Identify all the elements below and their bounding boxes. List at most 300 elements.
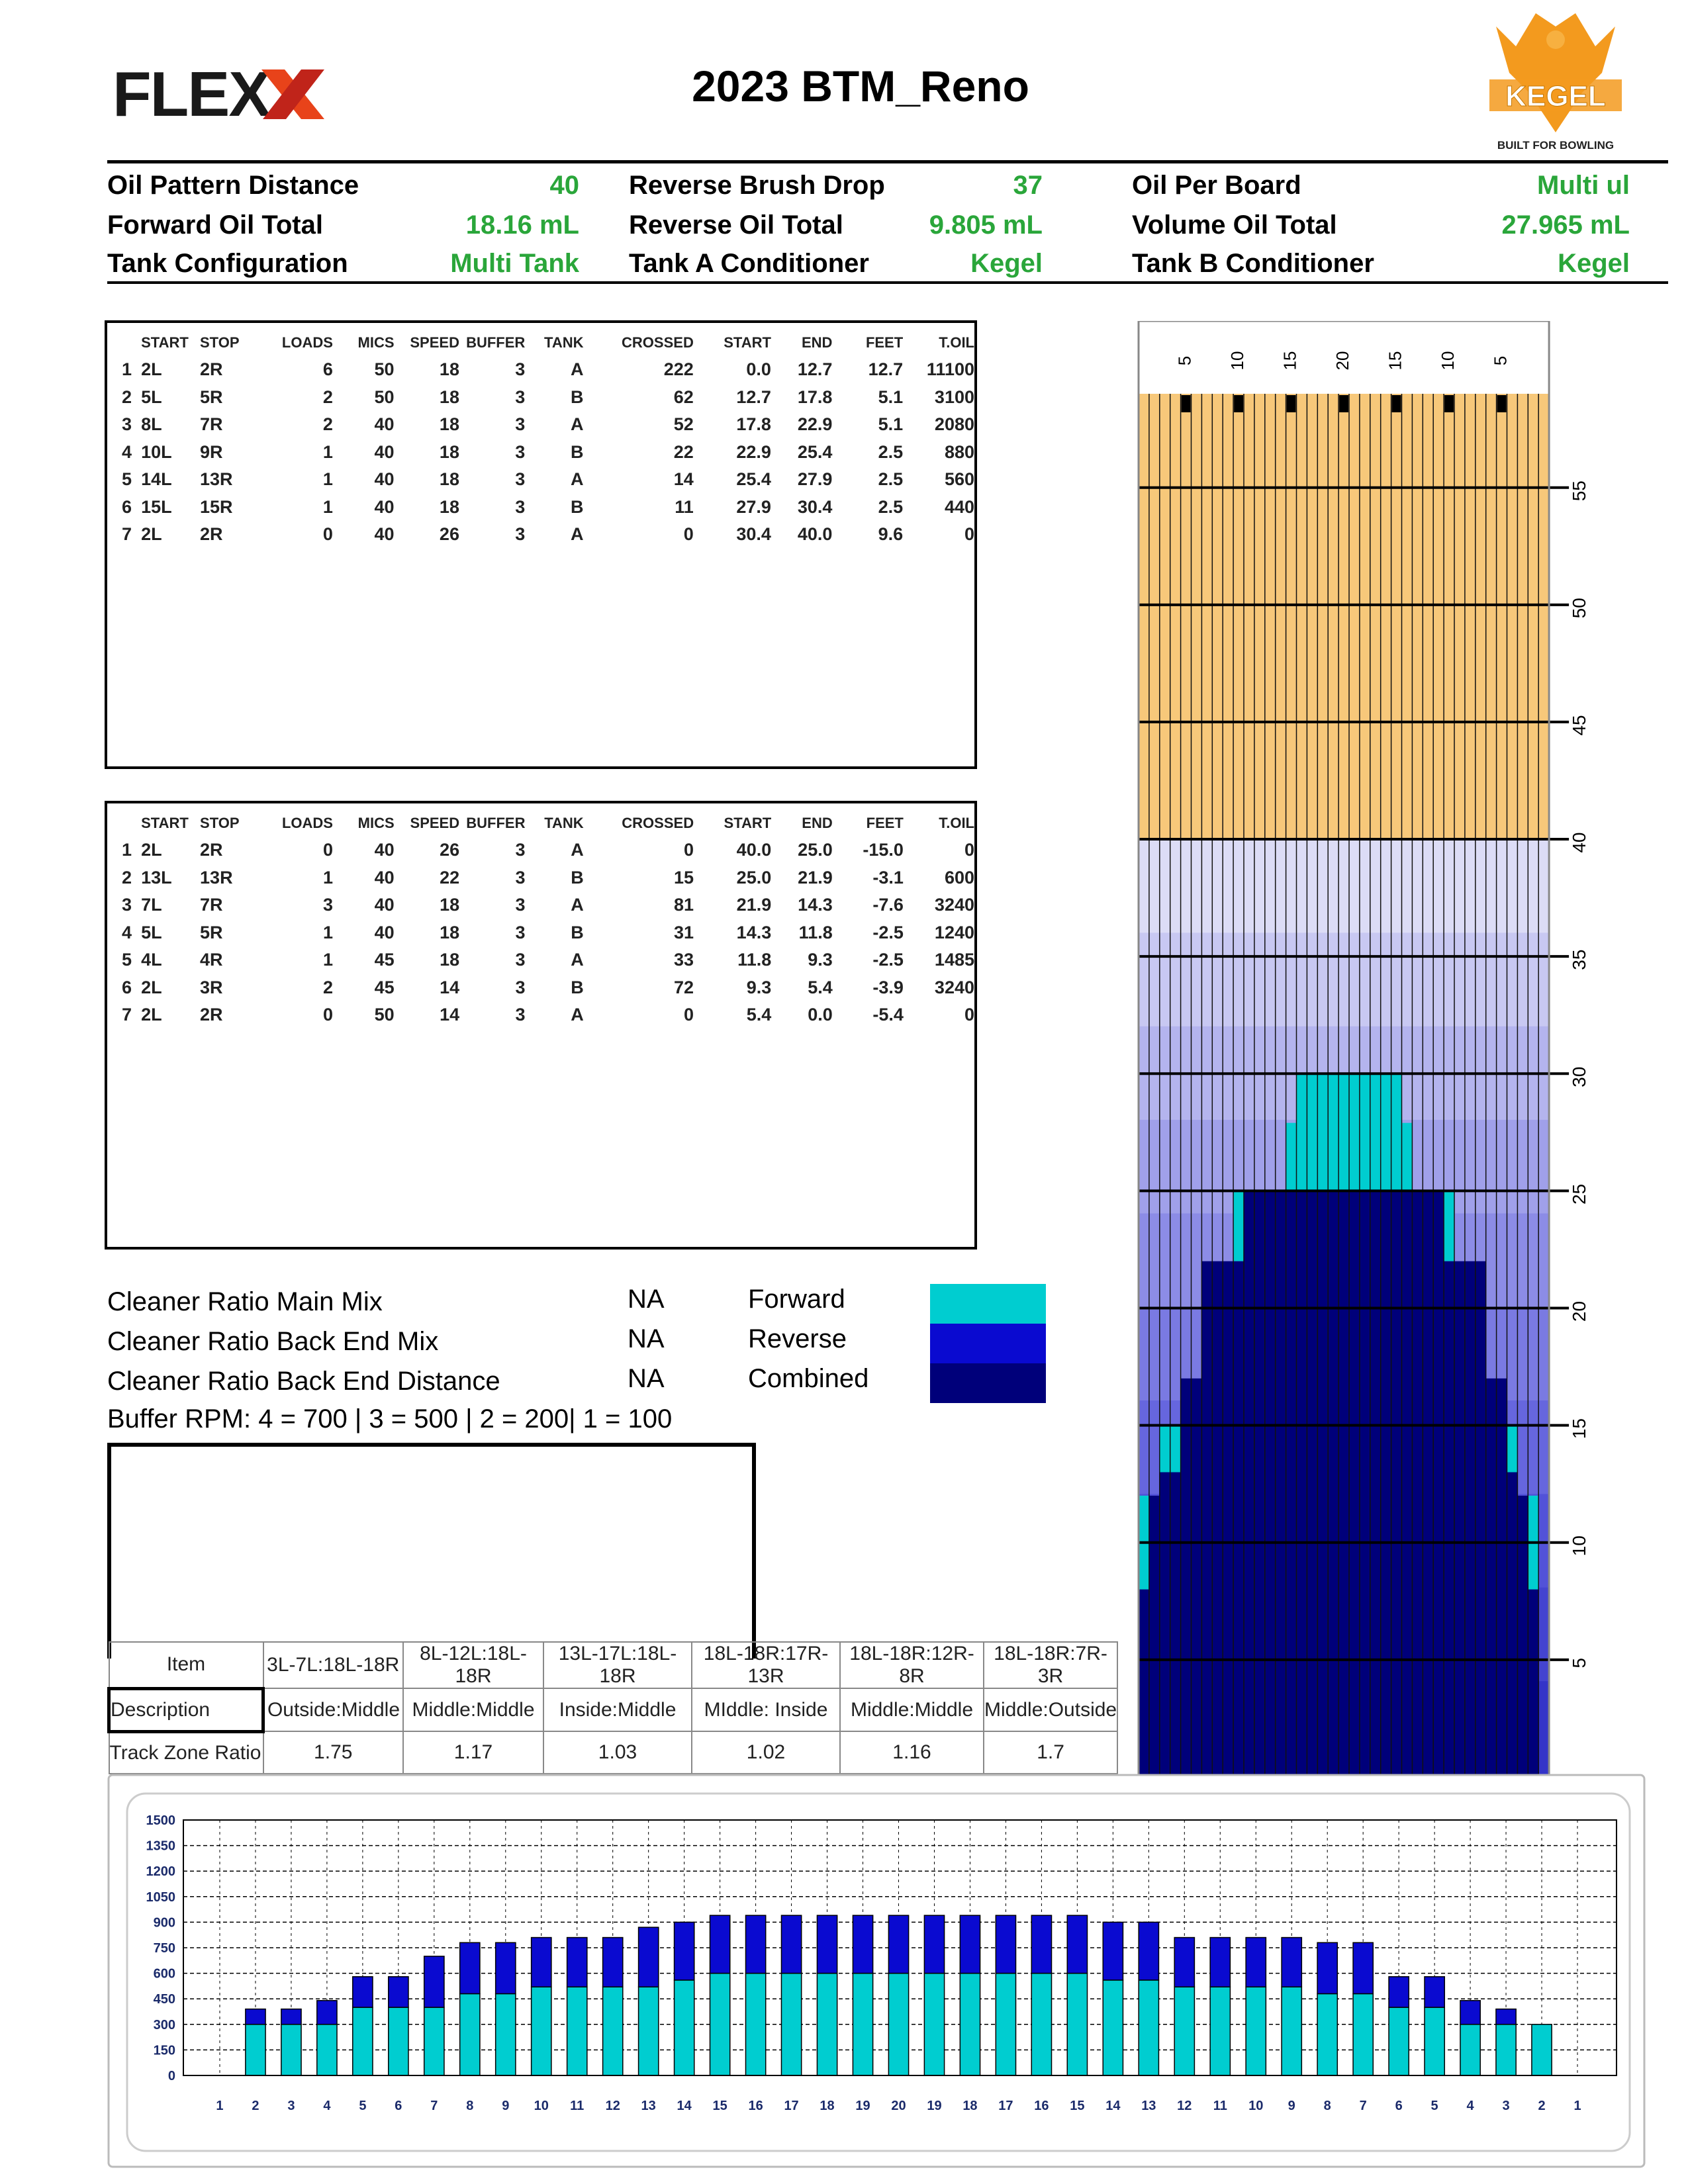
target-arrow xyxy=(1339,395,1348,412)
combined-oil xyxy=(1338,1191,1349,1777)
combined-oil xyxy=(1486,1379,1497,1777)
x-tick-label: 14 xyxy=(1105,2099,1121,2113)
x-tick-label: 12 xyxy=(1177,2099,1192,2113)
table-cell: 880 xyxy=(944,441,974,462)
x-tick-label: 4 xyxy=(323,2099,331,2113)
bar-segment xyxy=(639,1987,659,2075)
table-cell: 1 xyxy=(122,359,132,380)
table-cell: 4R xyxy=(200,950,223,970)
target-arrow xyxy=(1287,395,1296,412)
x-tick-label: 2 xyxy=(1538,2099,1546,2113)
combined-oil xyxy=(1201,1261,1212,1777)
table-cell: 1.16 xyxy=(840,1731,984,1774)
table-cell: 40.0 xyxy=(797,524,833,545)
bar-segment xyxy=(1317,1942,1337,1993)
x-tick-label: 3 xyxy=(1502,2099,1510,2113)
table-cell: 11100 xyxy=(926,359,974,380)
table-cell: 4L xyxy=(141,950,162,970)
table-cell: 50 xyxy=(374,359,395,380)
column-header: T.OIL xyxy=(939,334,974,351)
x-tick-label: 9 xyxy=(502,2099,510,2113)
table-cell: -15.0 xyxy=(863,840,904,860)
bar-segment xyxy=(639,1927,659,1987)
legend-swatch xyxy=(930,1284,1046,1324)
bar-segment xyxy=(1210,1987,1230,2075)
bar-segment xyxy=(996,1974,1015,2075)
distance-label: 15 xyxy=(1569,1418,1590,1439)
combined-oil xyxy=(1402,1191,1413,1777)
table-cell: -7.6 xyxy=(872,895,904,915)
table-cell: 1485 xyxy=(934,950,974,970)
table-cell: 3240 xyxy=(934,895,974,915)
table-cell: 600 xyxy=(944,867,974,887)
table-cell: 18 xyxy=(439,387,459,407)
x-tick-label: 12 xyxy=(605,2099,620,2113)
bar-segment xyxy=(781,1974,801,2075)
table-cell: MIddle: Inside xyxy=(692,1688,840,1731)
table-cell: A xyxy=(571,840,584,860)
info-value: 40 xyxy=(549,171,579,200)
table-cell: 9.3 xyxy=(746,977,772,997)
combined-oil xyxy=(1328,1191,1338,1777)
info-label: Tank B Conditioner xyxy=(1132,249,1374,278)
table-cell: 10L xyxy=(141,441,172,462)
table-cell: 13L-17L:18L-18R xyxy=(543,1642,692,1688)
bar-segment xyxy=(1139,1980,1158,2075)
table-cell: 18 xyxy=(439,441,459,462)
table-cell: Item xyxy=(109,1642,263,1688)
distance-label: 10 xyxy=(1569,1535,1590,1557)
combined-oil xyxy=(1476,1261,1486,1777)
table-cell: 5.4 xyxy=(808,977,833,997)
table-cell: 14 xyxy=(440,1005,460,1025)
table-cell: 3100 xyxy=(934,387,974,407)
table-cell: 2 xyxy=(322,414,333,435)
y-tick-label: 0 xyxy=(167,2069,175,2083)
column-header: END xyxy=(802,815,833,831)
forward-oil xyxy=(1338,1073,1349,1191)
svg-text:KEGEL: KEGEL xyxy=(1505,80,1606,113)
x-tick-label: 6 xyxy=(1395,2099,1403,2113)
table-cell: 1.17 xyxy=(403,1731,543,1774)
combined-oil xyxy=(1223,1261,1233,1777)
forward-oil xyxy=(1381,1073,1391,1191)
table-cell: 5R xyxy=(200,922,223,942)
bar-segment xyxy=(424,1956,444,2007)
table-cell: -2.5 xyxy=(872,950,904,970)
table-cell: 1 xyxy=(322,867,333,887)
lane-oil-graph xyxy=(1125,321,1609,1777)
bar-segment xyxy=(853,1915,872,1973)
combined-oil xyxy=(1497,1379,1507,1777)
table-cell: 3 xyxy=(515,414,526,435)
table-cell: 3 xyxy=(515,840,526,860)
table-cell: 9R xyxy=(200,441,223,462)
cleaner-value: NA xyxy=(628,1364,665,1393)
cleaner-value: NA xyxy=(628,1324,665,1353)
table-row xyxy=(115,837,974,864)
bar-segment xyxy=(1174,1987,1194,2075)
table-cell: 2L xyxy=(141,524,162,545)
table-cell: 3 xyxy=(122,895,132,915)
column-header: TANK xyxy=(544,334,584,351)
table-cell: 40 xyxy=(374,414,395,435)
x-tick-label: 7 xyxy=(430,2099,438,2113)
distance-label: 30 xyxy=(1569,1066,1590,1087)
table-cell: -2.5 xyxy=(872,922,904,942)
combined-oil xyxy=(1528,1590,1538,1777)
combined-oil xyxy=(1444,1261,1454,1777)
distance-label: 35 xyxy=(1569,949,1590,970)
info-value: Multi Tank xyxy=(450,249,579,278)
table-cell: 25.0 xyxy=(798,840,833,860)
bar-segment xyxy=(567,1987,587,2075)
table-cell: 1 xyxy=(322,441,333,462)
table-cell: 5.4 xyxy=(746,1005,772,1025)
table-cell: 5L xyxy=(141,922,162,942)
table-cell: 6 xyxy=(122,977,132,997)
bar-segment xyxy=(745,1974,765,2075)
table-cell: 1 xyxy=(122,840,132,860)
table-cell: 2L xyxy=(141,1005,162,1025)
table-cell: 0 xyxy=(964,1005,974,1025)
combined-oil xyxy=(1423,1191,1433,1777)
x-tick-label: 18 xyxy=(820,2099,835,2113)
combined-oil xyxy=(1254,1191,1265,1777)
distance-label: 50 xyxy=(1569,598,1590,619)
bar-segment xyxy=(1425,2007,1444,2075)
bar-segment xyxy=(281,2009,301,2025)
info-label: Tank Configuration xyxy=(107,249,348,278)
distance-label: 40 xyxy=(1569,832,1590,853)
table-cell: 6 xyxy=(122,496,132,517)
combined-oil xyxy=(1349,1191,1360,1777)
table-cell: 30.4 xyxy=(797,496,833,517)
table-cell: 27.9 xyxy=(797,469,833,490)
table-cell: 17.8 xyxy=(797,387,833,407)
column-header: FEET xyxy=(865,334,904,351)
info-label: Volume Oil Total xyxy=(1132,210,1337,240)
column-header: LOADS xyxy=(281,815,333,831)
x-tick-label: 18 xyxy=(962,2099,978,2113)
table-cell: 40 xyxy=(374,895,395,915)
table-cell: 7R xyxy=(200,414,223,435)
table-cell: 5L xyxy=(141,387,162,407)
table-cell: 5.1 xyxy=(878,387,904,407)
table-cell: 3 xyxy=(515,441,526,462)
table-cell: 11.8 xyxy=(798,922,833,942)
bar-segment xyxy=(389,1977,408,2007)
combined-oil xyxy=(1454,1261,1465,1777)
bar-segment xyxy=(532,1987,551,2075)
table-row xyxy=(115,439,974,467)
bar-segment xyxy=(603,1987,623,2075)
bar-segment xyxy=(317,2001,337,2025)
y-tick-label: 1200 xyxy=(146,1864,175,1880)
table-cell: 5 xyxy=(122,469,132,490)
bar-segment xyxy=(1353,1942,1373,1993)
page-title: 2023 BTM_Reno xyxy=(692,62,1029,111)
table-row xyxy=(115,411,974,439)
bar-segment xyxy=(281,2025,301,2075)
table-cell: 0 xyxy=(964,524,974,545)
table-cell: 6 xyxy=(322,359,333,380)
bar-segment xyxy=(1246,1987,1266,2075)
table-cell: 3 xyxy=(515,469,526,490)
forward-oil xyxy=(1370,1073,1381,1191)
table-cell: 18 xyxy=(440,950,460,970)
table-cell: 18L-18R:17R-13R xyxy=(692,1642,840,1688)
table-cell: 21.9 xyxy=(798,867,833,887)
x-tick-label: 2 xyxy=(252,2099,259,2113)
bar-segment xyxy=(353,2007,373,2075)
table-cell: 18 xyxy=(440,895,460,915)
table-cell: 3 xyxy=(515,387,526,407)
table-row xyxy=(115,494,974,522)
bar-segment xyxy=(888,1974,908,2075)
table-row xyxy=(115,466,974,494)
x-tick-label: 16 xyxy=(748,2099,763,2113)
table-cell: 40 xyxy=(374,524,395,545)
reverse-shade xyxy=(1139,933,1549,1026)
table-cell: 12.7 xyxy=(736,387,771,407)
table-cell: 11.8 xyxy=(737,950,772,970)
table-cell: A xyxy=(570,469,584,490)
combined-oil xyxy=(1160,1472,1170,1777)
info-value: 37 xyxy=(1013,171,1043,200)
table-cell: 5 xyxy=(122,950,132,970)
info-top-rule xyxy=(107,160,1668,163)
table-cell: 18 xyxy=(440,922,460,942)
board-label: 10 xyxy=(1437,351,1458,371)
bar-segment xyxy=(353,1977,373,2007)
combined-oil xyxy=(1297,1191,1307,1777)
bar-segment xyxy=(246,2009,265,2025)
x-tick-label: 4 xyxy=(1466,2099,1474,2113)
info-label: Reverse Brush Drop xyxy=(629,171,885,200)
x-tick-label: 13 xyxy=(641,2099,656,2113)
table-cell: 1240 xyxy=(934,922,974,942)
table-cell: 15R xyxy=(200,496,233,517)
table-cell: 0 xyxy=(683,524,694,545)
forward-oil xyxy=(1170,1426,1181,1473)
notes-box xyxy=(107,1443,756,1659)
column-header: LOADS xyxy=(281,334,333,351)
oil-free-zone xyxy=(1139,394,1549,839)
info-bottom-rule xyxy=(107,281,1668,284)
forward-oil xyxy=(1317,1073,1328,1191)
x-tick-label: 8 xyxy=(466,2099,474,2113)
table-cell: 3 xyxy=(322,895,333,915)
table-cell: -5.4 xyxy=(872,1005,904,1025)
bar-segment xyxy=(496,1993,516,2075)
bar-segment xyxy=(817,1974,837,2075)
bar-segment xyxy=(960,1915,980,1973)
table-row xyxy=(115,919,974,947)
table-cell: Outside:Middle xyxy=(263,1688,404,1731)
table-cell: 7R xyxy=(200,895,223,915)
forward-oil xyxy=(1444,1191,1454,1261)
forward-oil xyxy=(1297,1073,1307,1191)
table-cell: 2R xyxy=(200,359,223,380)
table-cell: 18 xyxy=(439,496,459,517)
y-tick-label: 300 xyxy=(153,2017,175,2032)
table-cell: 560 xyxy=(944,469,974,490)
target-arrow xyxy=(1444,395,1454,412)
board-label: 15 xyxy=(1385,351,1405,371)
target-arrow xyxy=(1234,395,1243,412)
table-cell: 0 xyxy=(684,1005,694,1025)
track-zone-table xyxy=(107,1641,1118,1774)
table-cell: 7 xyxy=(122,524,132,545)
bar-segment xyxy=(996,1915,1015,1973)
column-header: START xyxy=(724,334,771,351)
legend-swatch xyxy=(930,1324,1046,1363)
table-cell: 50 xyxy=(374,1005,395,1025)
table-cell: 40 xyxy=(374,441,395,462)
bar-segment xyxy=(1031,1915,1051,1973)
y-tick-label: 900 xyxy=(153,1915,175,1931)
bar-segment xyxy=(1353,1993,1373,2075)
column-header: START xyxy=(141,815,189,831)
bar-segment xyxy=(1532,2025,1552,2075)
x-tick-label: 14 xyxy=(677,2099,692,2113)
x-tick-label: 11 xyxy=(1213,2099,1227,2113)
x-tick-label: 10 xyxy=(534,2099,549,2113)
info-value: 27.965 mL xyxy=(1501,210,1630,240)
y-tick-label: 750 xyxy=(153,1941,175,1956)
combined-oil xyxy=(1370,1191,1381,1777)
bar-segment xyxy=(1496,2025,1516,2075)
combined-oil xyxy=(1170,1472,1181,1777)
combined-oil xyxy=(1233,1261,1244,1777)
combined-oil xyxy=(1286,1191,1297,1777)
info-label: Tank A Conditioner xyxy=(629,249,869,278)
bar-segment xyxy=(675,1922,694,1979)
table-cell: 8L xyxy=(141,414,162,435)
table-cell: 4 xyxy=(122,922,132,942)
distance-label: 55 xyxy=(1569,480,1590,502)
table-cell: 2L xyxy=(141,359,162,380)
forward-oil xyxy=(1286,1123,1297,1191)
x-tick-label: 15 xyxy=(1070,2099,1085,2113)
cleaner-label: Cleaner Ratio Back End Mix xyxy=(107,1327,439,1356)
bar-segment xyxy=(710,1974,730,2075)
bar-segment xyxy=(1031,1974,1051,2075)
bar-segment xyxy=(1389,2007,1409,2075)
table-cell: 2L xyxy=(141,840,162,860)
table-cell: 72 xyxy=(674,977,694,997)
column-header: SPEED xyxy=(410,815,460,831)
reverse-pattern-table xyxy=(105,801,977,1250)
forward-oil xyxy=(1349,1073,1360,1191)
table-cell: 26 xyxy=(440,840,460,860)
table-cell: 12.7 xyxy=(797,359,833,380)
bar-segment xyxy=(1103,1922,1123,1979)
x-tick-label: 20 xyxy=(891,2099,906,2113)
table-cell: A xyxy=(570,414,584,435)
table-cell: Description xyxy=(109,1688,263,1731)
table-cell: 22.9 xyxy=(736,441,771,462)
table-cell: 40 xyxy=(374,840,395,860)
table-cell: 440 xyxy=(944,496,974,517)
column-header xyxy=(115,810,141,837)
table-cell: 2 xyxy=(322,977,333,997)
x-tick-label: 9 xyxy=(1288,2099,1295,2113)
legend-label-combined: Combined xyxy=(748,1364,869,1393)
column-header: STOP xyxy=(200,815,240,831)
bar-segment xyxy=(1174,1938,1194,1987)
table-cell: 18L-18R:12R-8R xyxy=(840,1642,984,1688)
table-cell: 14.3 xyxy=(736,922,772,942)
table-cell: 14L xyxy=(141,469,172,490)
table-cell: -3.1 xyxy=(872,867,904,887)
table-cell: A xyxy=(570,359,584,380)
bar-segment xyxy=(389,2007,408,2075)
combined-oil xyxy=(1391,1191,1402,1777)
table-cell: 3L-7L:18L-18R xyxy=(263,1642,404,1688)
combined-oil xyxy=(1360,1191,1370,1777)
forward-oil xyxy=(1160,1426,1170,1473)
kegel-logo xyxy=(1476,13,1635,156)
table-cell: 3 xyxy=(122,414,132,435)
table-cell: 50 xyxy=(374,387,395,407)
table-cell: 11 xyxy=(675,496,694,517)
table-cell: 30.4 xyxy=(736,524,771,545)
x-tick-label: 17 xyxy=(784,2099,799,2113)
oil-volume-bar-chart xyxy=(107,1774,1650,2171)
info-value: 9.805 mL xyxy=(929,210,1043,240)
table-cell: 9.6 xyxy=(878,524,904,545)
x-tick-label: 16 xyxy=(1034,2099,1049,2113)
table-cell: 8L-12L:18L-18R xyxy=(403,1642,543,1688)
bar-segment xyxy=(460,1942,480,1993)
table-cell: Middle:Middle xyxy=(403,1688,543,1731)
forward-oil xyxy=(1360,1073,1370,1191)
bar-segment xyxy=(924,1974,944,2075)
table-cell: 13R xyxy=(200,469,233,490)
combined-oil xyxy=(1412,1191,1423,1777)
info-label: Oil Per Board xyxy=(1132,171,1301,200)
forward-oil xyxy=(1507,1426,1518,1473)
table-cell: 2 xyxy=(122,867,132,887)
table-row xyxy=(109,1688,1118,1731)
table-cell: 25.0 xyxy=(736,867,772,887)
table-cell: 2.5 xyxy=(878,496,904,517)
bar-segment xyxy=(817,1915,837,1973)
svg-text:FLEX: FLEX xyxy=(113,63,270,126)
bar-segment xyxy=(424,2007,444,2075)
target-arrow xyxy=(1182,395,1191,412)
column-header: MICS xyxy=(357,334,395,351)
column-header: BUFFER xyxy=(466,815,526,831)
column-header: BUFFER xyxy=(466,334,526,351)
forward-oil xyxy=(1307,1073,1317,1191)
combined-oil xyxy=(1507,1472,1518,1777)
table-cell: 1 xyxy=(322,950,333,970)
column-header: TANK xyxy=(544,815,584,831)
table-row xyxy=(115,891,974,919)
table-cell: 0.0 xyxy=(808,1005,833,1025)
bar-segment xyxy=(317,2025,337,2075)
bar-segment xyxy=(496,1942,516,1993)
table-cell: 0.0 xyxy=(746,359,771,380)
table-cell: 40 xyxy=(374,922,395,942)
x-tick-label: 10 xyxy=(1248,2099,1264,2113)
forward-oil xyxy=(1233,1191,1244,1261)
table-cell: 222 xyxy=(663,359,694,380)
table-cell: 0 xyxy=(964,840,974,860)
